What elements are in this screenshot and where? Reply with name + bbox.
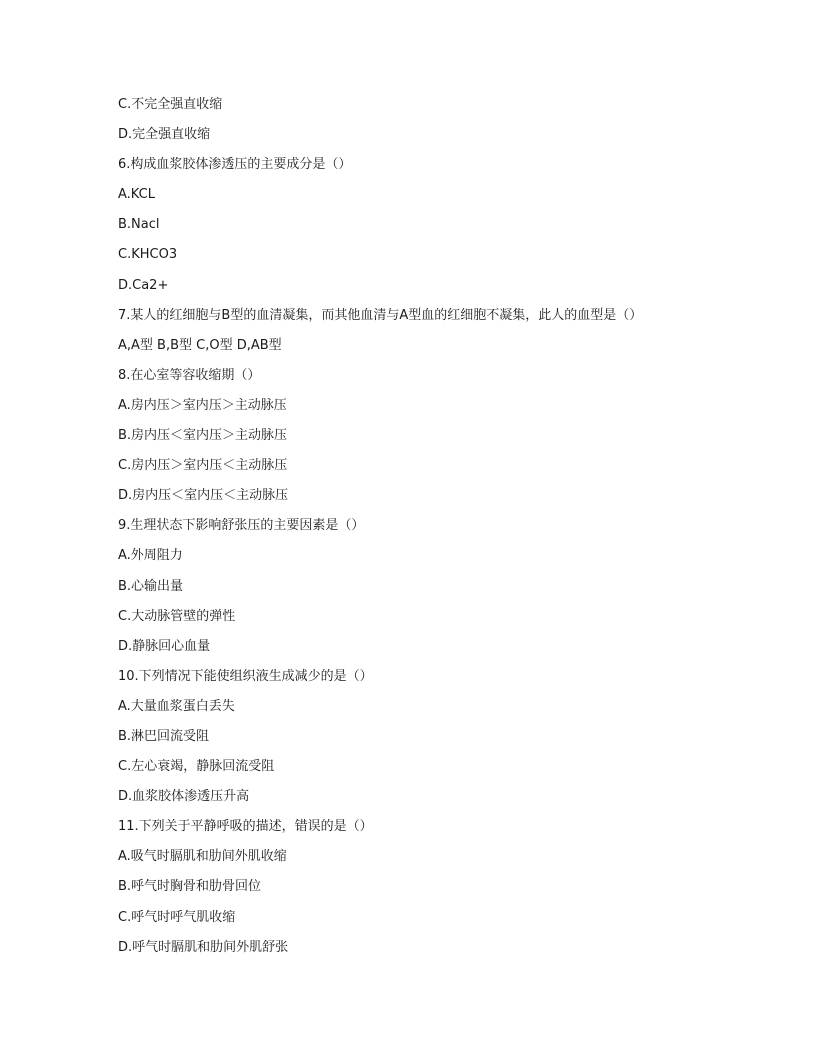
option-line: B.心输出量: [118, 578, 184, 594]
question-line: 10.下列情况下能使组织液生成减少的是（）: [118, 668, 373, 684]
question-line: 6.构成血浆胶体渗透压的主要成分是（）: [118, 157, 352, 173]
option-line: D.静脉回心血量: [118, 638, 211, 654]
option-line: B.Nacl: [118, 217, 160, 233]
option-line: C.呼气时呼气肌收缩: [118, 909, 236, 925]
option-line: A.吸气时膈肌和肋间外肌收缩: [118, 849, 287, 865]
option-line: C.房内压＞室内压＜主动脉压: [118, 458, 288, 474]
option-line: D.Ca2+: [118, 277, 169, 293]
option-line: D.房内压＜室内压＜主动脉压: [118, 488, 289, 504]
option-line: B.房内压＜室内压＞主动脉压: [118, 428, 288, 444]
option-line: C.大动脉管壁的弹性: [118, 608, 236, 624]
option-line: C.不完全强直收缩: [118, 97, 223, 112]
option-line: A,A型 B,B型 C,O型 D,AB型: [118, 337, 282, 353]
option-line: B.呼气时胸骨和肋骨回位: [118, 879, 262, 895]
option-line: A.KCL: [118, 187, 155, 203]
option-line: A.房内压＞室内压＞主动脉压: [118, 397, 287, 413]
option-line: D.呼气时膈肌和肋间外肌舒张: [118, 939, 289, 955]
question-line: 11.下列关于平静呼吸的描述，错误的是（）: [118, 819, 373, 835]
option-line: C.KHCO3: [118, 247, 178, 263]
question-line: 9.生理状态下影响舒张压的主要因素是（）: [118, 518, 365, 534]
option-line: A.大量血浆蛋白丢失: [118, 698, 235, 714]
option-line: D.完全强直收缩: [118, 127, 211, 143]
question-line: 7.某人的红细胞与B型的血清凝集，而其他血清与A型血的红细胞不凝集，此人的血型是（）: [118, 307, 643, 323]
option-line: D.血浆胶体渗透压升高: [118, 789, 250, 805]
option-line: C.左心衰竭，静脉回流受阻: [118, 759, 275, 775]
question-line: 8.在心室等容收缩期（）: [118, 367, 261, 383]
option-line: B.淋巴回流受阻: [118, 728, 210, 744]
question-list: [118, 94, 738, 967]
option-line: A.外周阻力: [118, 548, 183, 564]
